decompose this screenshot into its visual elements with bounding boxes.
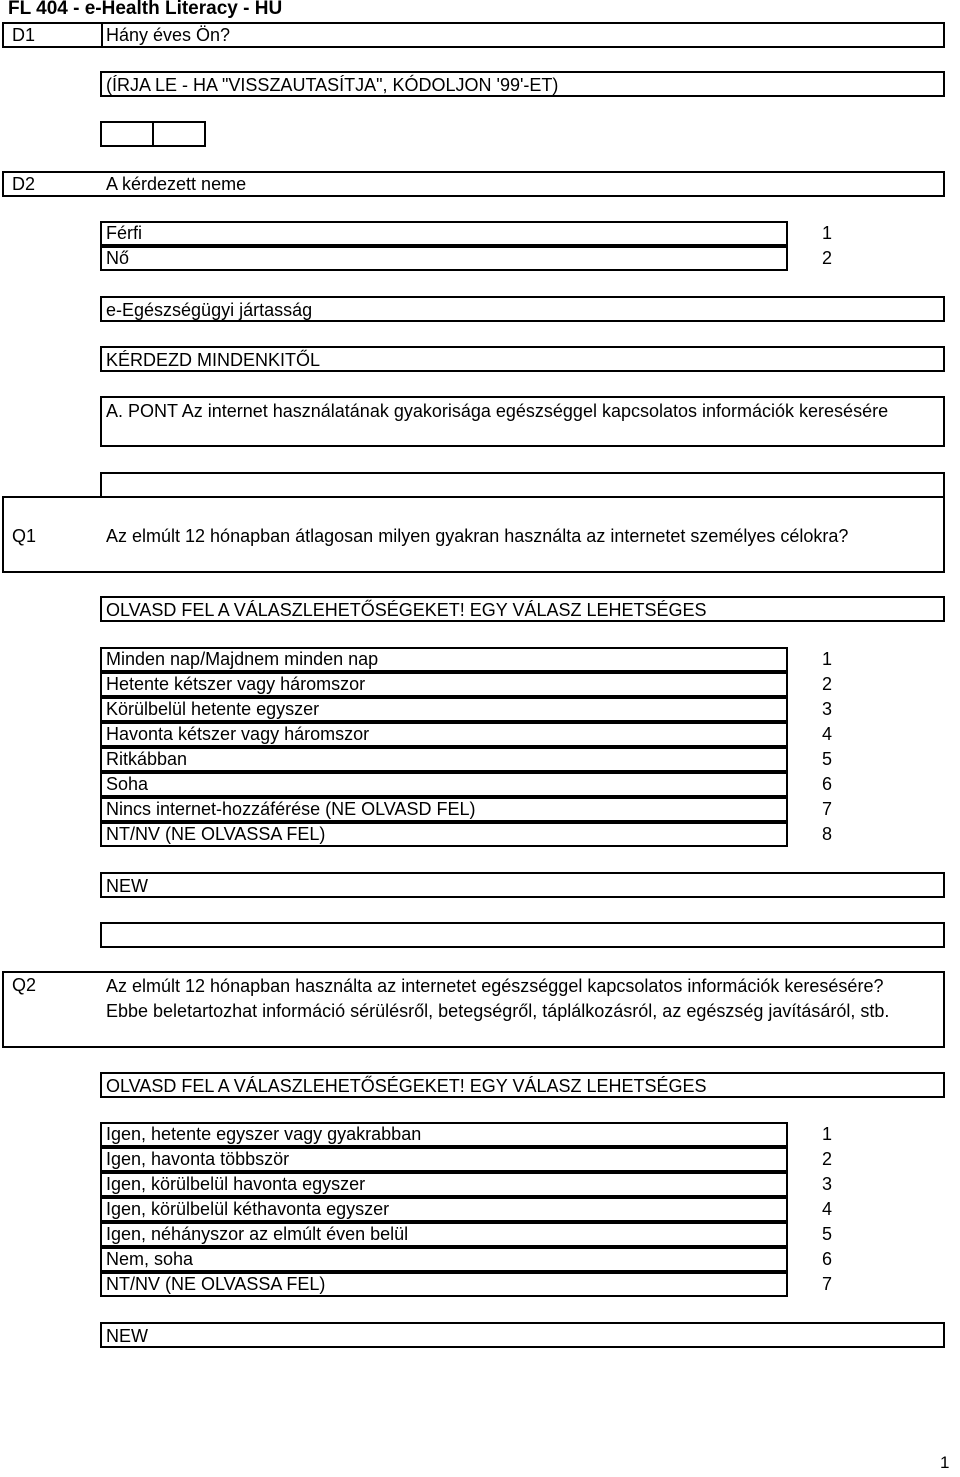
option-code: 2 — [822, 674, 833, 694]
q2-option-7[interactable] — [100, 1272, 788, 1297]
page-title: FL 404 - e-Health Literacy - HU — [8, 0, 283, 19]
option-code: 5 — [822, 1224, 833, 1244]
option-label: Nő — [106, 248, 130, 268]
q1-option-2[interactable] — [100, 672, 788, 697]
age-digit-1-input[interactable] — [100, 121, 154, 147]
q1-new-box — [100, 872, 945, 898]
option-label: NT/NV (NE OLVASSA FEL) — [106, 824, 326, 844]
option-label: Minden nap/Majdnem minden nap — [106, 649, 379, 669]
q2-row — [2, 971, 945, 1048]
ask-all-instruction: KÉRDEZD MINDENKITŐL — [106, 350, 321, 370]
option-code: 2 — [822, 1149, 833, 1169]
option-code: 1 — [822, 223, 833, 243]
q2-option-6[interactable] — [100, 1247, 788, 1272]
ask-all-box — [100, 346, 945, 372]
d2-option-male[interactable] — [100, 221, 788, 246]
empty-field[interactable] — [100, 922, 945, 948]
option-label: Igen, néhányszor az elmúlt éven belül — [106, 1224, 409, 1244]
q1-option-6[interactable] — [100, 772, 788, 797]
option-code: 1 — [822, 649, 833, 669]
q1-new-label: NEW — [106, 876, 148, 896]
d2-code: D2 — [12, 174, 36, 194]
option-code: 4 — [822, 724, 833, 744]
option-code: 5 — [822, 749, 833, 769]
empty-field[interactable] — [100, 472, 945, 498]
page-number: 1 — [940, 1453, 950, 1472]
d2-row — [2, 171, 945, 197]
option-label: Nem, soha — [106, 1249, 194, 1269]
q1-code: Q1 — [12, 526, 37, 546]
q1-option-7[interactable] — [100, 797, 788, 822]
q1-option-1[interactable] — [100, 647, 788, 672]
d1-question: Hány éves Ön? — [106, 25, 231, 45]
option-label: NT/NV (NE OLVASSA FEL) — [106, 1274, 326, 1294]
q2-option-1[interactable] — [100, 1122, 788, 1147]
age-digit-2-input[interactable] — [152, 121, 206, 147]
section-title-box — [100, 296, 945, 322]
d2-question: A kérdezett neme — [106, 174, 247, 194]
section-title: e-Egészségügyi jártasság — [106, 300, 313, 320]
q1-option-4[interactable] — [100, 722, 788, 747]
d1-instruction-box — [100, 71, 945, 97]
q2-option-3[interactable] — [100, 1172, 788, 1197]
d1-divider — [101, 24, 103, 46]
q1-option-5[interactable] — [100, 747, 788, 772]
q2-instruction-box — [100, 1072, 945, 1098]
d1-instruction: (ÍRJA LE - HA "VISSZAUTASÍTJA", KÓDOLJON '99'-ET) — [106, 75, 559, 95]
d2-option-female[interactable] — [100, 246, 788, 271]
q1-option-3[interactable] — [100, 697, 788, 722]
q2-code: Q2 — [12, 975, 37, 995]
q2-new-box — [100, 1322, 945, 1348]
q2-question: Az elmúlt 12 hónapban használta az internetet egészséggel kapcsolatos információk keresésére? Ebbe beletartozhat információ sérülésről, betegségről, táplálkozásról, az egészség javításáról, stb. — [106, 976, 890, 1021]
option-label: Igen, körülbelül kéthavonta egyszer — [106, 1199, 390, 1219]
option-code: 6 — [822, 774, 833, 794]
point-a-heading: A. PONT Az internet használatának gyakorisága egészséggel kapcsolatos információk keresésére — [106, 401, 889, 421]
option-code: 6 — [822, 1249, 833, 1269]
option-label: Nincs internet-hozzáférése (NE OLVASD FEL) — [106, 799, 476, 819]
option-label: Ritkábban — [106, 749, 188, 769]
option-label: Férfi — [106, 223, 142, 243]
d1-row — [2, 22, 945, 48]
d1-code: D1 — [12, 25, 36, 45]
q1-option-8[interactable] — [100, 822, 788, 847]
q1-instruction-box — [100, 596, 945, 622]
q2-new-label: NEW — [106, 1326, 148, 1346]
option-code: 8 — [822, 824, 833, 844]
option-code: 4 — [822, 1199, 833, 1219]
option-label: Igen, havonta többször — [106, 1149, 290, 1169]
option-code: 1 — [822, 1124, 833, 1144]
q1-question: Az elmúlt 12 hónapban átlagosan milyen gyakran használta az internetet személyes célokra? — [106, 526, 849, 546]
option-code: 7 — [822, 799, 833, 819]
option-label: Havonta kétszer vagy háromszor — [106, 724, 370, 744]
option-label: Körülbelül hetente egyszer — [106, 699, 320, 719]
option-label: Hetente kétszer vagy háromszor — [106, 674, 366, 694]
q1-instruction: OLVASD FEL A VÁLASZLEHETŐSÉGEKET! EGY VÁLASZ LEHETSÉGES — [106, 600, 707, 620]
q2-instruction: OLVASD FEL A VÁLASZLEHETŐSÉGEKET! EGY VÁLASZ LEHETSÉGES — [106, 1076, 707, 1096]
q2-option-2[interactable] — [100, 1147, 788, 1172]
point-a-box — [100, 396, 945, 447]
option-code: 2 — [822, 248, 833, 268]
option-label: Soha — [106, 774, 149, 794]
option-code: 3 — [822, 699, 833, 719]
option-code: 7 — [822, 1274, 833, 1294]
q1-row — [2, 496, 945, 573]
option-label: Igen, körülbelül havonta egyszer — [106, 1174, 366, 1194]
q2-option-5[interactable] — [100, 1222, 788, 1247]
option-code: 3 — [822, 1174, 833, 1194]
q2-option-4[interactable] — [100, 1197, 788, 1222]
option-label: Igen, hetente egyszer vagy gyakrabban — [106, 1124, 422, 1144]
